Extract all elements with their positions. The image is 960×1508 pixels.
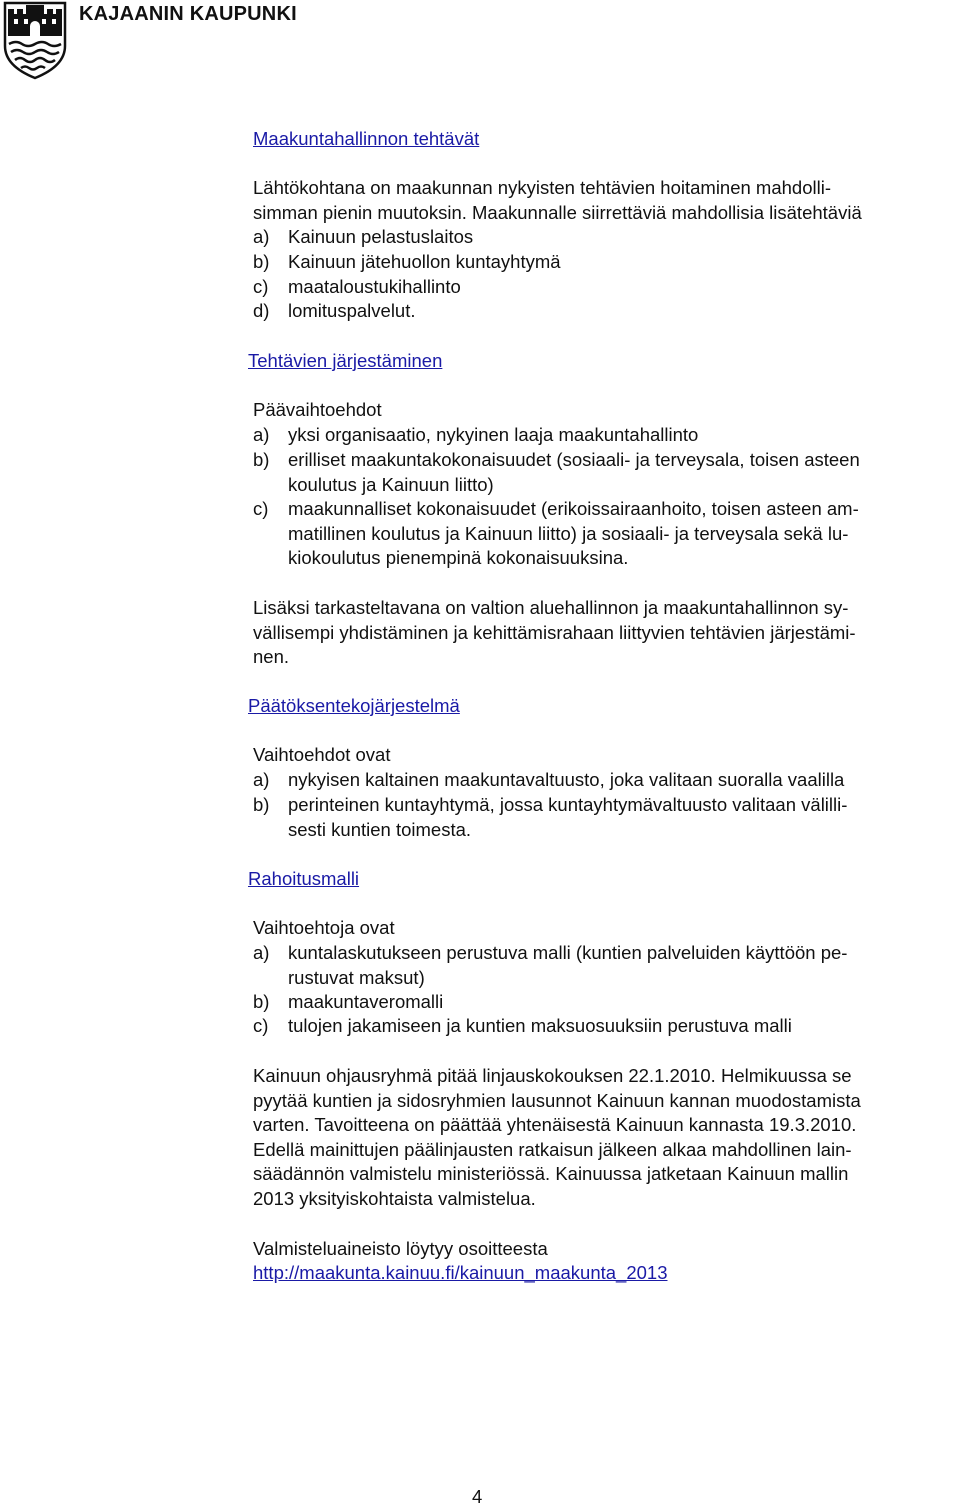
list-item-text: maakunnalliset kokonaisuudet (erikoissairaanhoito, toisen asteen am- [288,498,859,519]
text-line: Lisäksi tarkasteltavana on valtion aluehallinnon ja maakuntahallinnon sy- [253,597,849,618]
text-line: Edellä mainittujen päälinjausten ratkaisun jälkeen alkaa mahdollinen lain- [253,1138,852,1160]
section-subheading: Vaihtoehdot ovat [253,744,391,765]
list-item-label: c) [253,276,269,297]
section-heading-rahoitusmalli[interactable]: Rahoitusmalli [248,868,360,889]
section-heading-maakuntahallinnon-tehtavat[interactable]: Maakuntahallinnon tehtävät [253,128,480,149]
list-item-text: yksi organisaatio, nykyinen laaja maakuntahallinto [288,424,699,445]
list-item-text: sesti kuntien toimesta. [288,818,472,840]
list-item-text: rustuvat maksut) [288,966,425,988]
page-number: 4 [472,1486,483,1507]
text-line: simman pienin muutoksin. Maakunnalle siirrettäviä mahdollisia lisätehtäviä [253,201,862,223]
text-line: vällisempi yhdistäminen ja kehittämisrahaan liittyvien tehtävien järjestämi- [253,621,856,643]
list-item-text: koulutus ja Kainuun liitto) [288,473,494,495]
list-item-text: Kainuun pelastuslaitos [288,226,474,247]
list-item-text: perinteinen kuntayhtymä, jossa kuntayhtymävaltuusto valitaan välilli- [288,794,848,815]
list-item-label: b) [253,251,270,272]
list-item-label: a) [253,942,270,963]
list-item-label: c) [253,1015,269,1036]
list-item-label: c) [253,498,269,519]
list-item-label: b) [253,991,270,1012]
list-item-text: erilliset maakuntakokonaisuudet (sosiaali- ja terveysala, toisen asteen [288,449,860,470]
list-item-text: lomituspalvelut. [288,300,416,321]
organization-name: KAJAANIN KAUPUNKI [79,3,297,25]
list-item-label: a) [253,769,270,790]
section-subheading: Päävaihtoehdot [253,399,382,420]
kajaani-castle-crest-icon [2,0,68,80]
materials-label: Valmisteluaineisto löytyy osoitteesta [253,1238,548,1259]
list-item-text: maakuntaveromalli [288,991,444,1012]
text-line: pyytää kuntien ja sidosryhmien lausunnot Kainuun kannan muodostamista [253,1089,861,1111]
list-item-text: Kainuun jätehuollon kuntayhtymä [288,251,561,272]
list-item-label: b) [253,794,270,815]
list-item-text: matillinen koulutus ja Kainuun liitto) ja sosiaali- ja terveysala sekä lu- [288,522,849,544]
text-line: säädännön valmistelu ministeriössä. Kainuussa jatketaan Kainuun mallin [253,1163,849,1185]
list-item-text: kuntalaskutukseen perustuva malli (kuntien palveluiden käyttöön pe- [288,942,848,963]
list-item-label: a) [253,424,270,445]
section-subheading: Vaihtoehtoja ovat [253,917,395,938]
list-item-label: a) [253,226,270,247]
section-1-intro [253,176,862,225]
section-heading-paatoksentekojarjestelma[interactable]: Päätöksentekojärjestelmä [248,695,460,716]
section-heading-tehtavien-jarjestaminen[interactable]: Tehtävien järjestäminen [248,350,443,371]
list-item-text: tulojen jakamiseen ja kuntien maksuosuuksiin perustuva malli [288,1015,792,1036]
text-line: nen. [253,646,290,668]
materials-link[interactable]: http://maakunta.kainuu.fi/kainuun_maakunta_2013 [253,1262,668,1283]
list-item-text: nykyisen kaltainen maakuntavaltuusto, joka valitaan suoralla vaalilla [288,769,845,790]
text-line: Lähtökohtana on maakunnan nykyisten tehtävien hoitaminen mahdolli- [253,177,831,198]
page-header [0,0,960,82]
text-line: varten. Tavoitteena on päättää yhtenäisestä Kainuun kannasta 19.3.2010. [253,1114,857,1136]
list-item-text: maataloustukihallinto [288,276,461,297]
list-item-label: b) [253,449,270,470]
list-item-text: kiokoulutus pienempinä kokonaisuuksina. [288,547,629,569]
section-2-paragraph [253,596,856,670]
text-line: 2013 yksityiskohtaista valmistelua. [253,1187,536,1209]
list-item-label: d) [253,300,270,321]
section-4-paragraph [253,1064,861,1212]
text-line: Kainuun ohjausryhmä pitää linjauskokouksen 22.1.2010. Helmikuussa se [253,1065,852,1086]
